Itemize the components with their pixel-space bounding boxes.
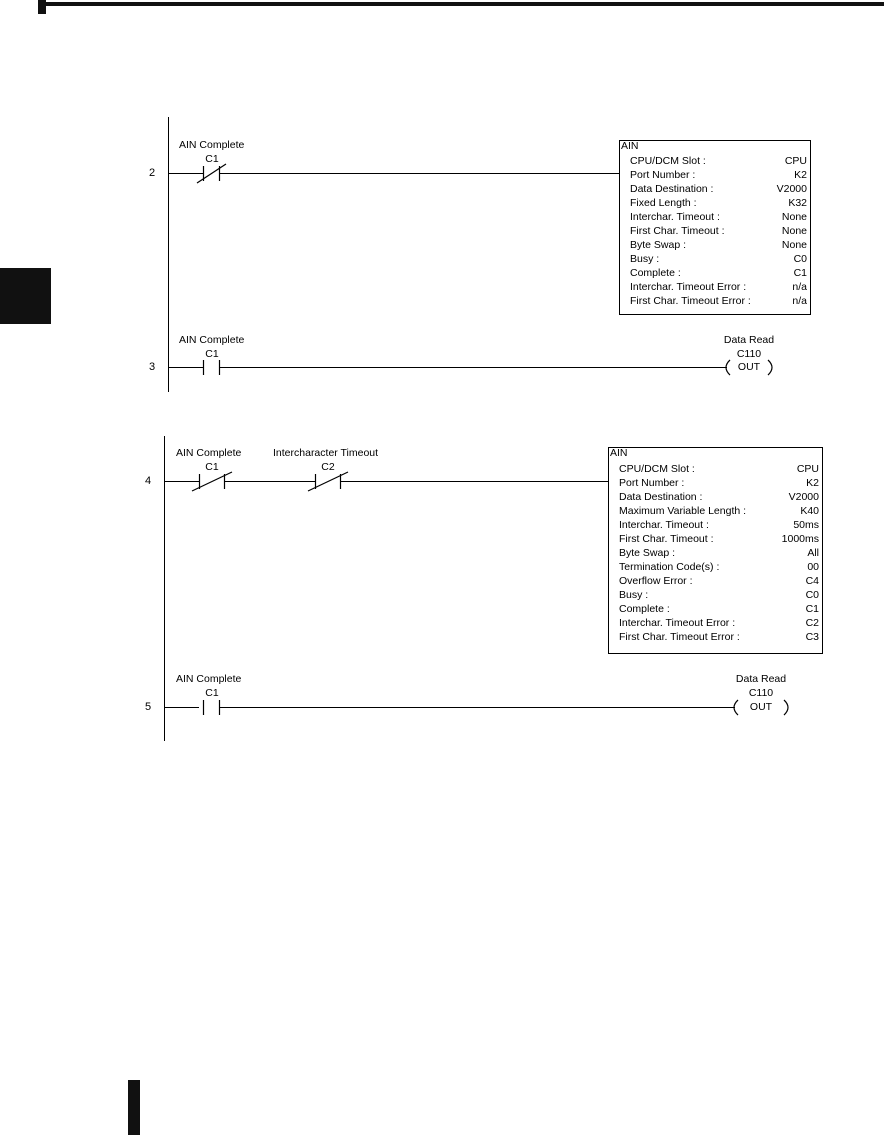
param-key: First Char. Timeout Error : [630,295,751,307]
param-row [609,533,822,547]
param-row [609,561,822,575]
param-key: Data Destination : [619,491,703,503]
param-row [620,267,810,281]
rung-number: 4 [144,475,152,487]
param-key: Fixed Length : [630,197,697,209]
rung-number: 5 [144,701,152,713]
param-value: C1 [793,267,807,279]
contact-label: AIN Complete [176,447,242,459]
param-value: C0 [793,253,807,265]
coil-label: Data Read [723,334,775,346]
param-value: K2 [806,477,819,489]
param-key: Termination Code(s) : [619,561,720,573]
param-row [620,239,810,253]
param-key: CPU/DCM Slot : [630,155,706,167]
contact-no-c1-rung3 [204,360,220,375]
coil-address: C110 [748,687,774,699]
param-row [609,575,822,589]
param-key: Busy : [630,253,660,265]
param-key: Interchar. Timeout : [619,519,709,531]
box-title: AIN [610,447,628,459]
contact-label: AIN Complete [179,334,245,346]
param-row [620,253,810,267]
param-row [620,183,810,197]
param-key: Complete : [619,603,670,615]
param-value: 1000ms [781,533,819,545]
param-row [609,519,822,533]
param-value: K40 [800,505,819,517]
param-row [609,631,822,645]
param-row [620,225,810,239]
contact-address: C1 [205,461,219,473]
param-key: Busy : [619,589,649,601]
param-key: Byte Swap : [619,547,676,559]
param-row [620,211,810,225]
param-value: 00 [807,561,819,573]
param-row [609,463,822,477]
param-value: CPU [796,463,819,475]
contact-address: C2 [321,461,335,473]
contact-no-c1-rung5 [204,700,220,715]
param-value: C2 [805,617,819,629]
param-row [609,603,822,617]
param-value: CPU [784,155,807,167]
param-row [620,155,810,169]
param-row [609,589,822,603]
rung-number: 2 [148,167,156,179]
param-key: First Char. Timeout : [630,225,725,237]
param-row [620,295,810,309]
contact-address: C1 [205,687,219,699]
param-value: None [781,239,807,251]
contact-label: AIN Complete [179,139,245,151]
param-key: CPU/DCM Slot : [619,463,695,475]
ain-instruction-box [608,447,823,654]
param-row [609,491,822,505]
coil-text: OUT [737,361,761,373]
param-key: Interchar. Timeout Error : [630,281,747,293]
param-row [609,547,822,561]
coil-address: C110 [736,348,762,360]
param-value: None [781,211,807,223]
param-value: V2000 [788,491,819,503]
param-key: Byte Swap : [630,239,687,251]
param-row [609,505,822,519]
contact-address: C1 [205,348,219,360]
param-value: K32 [788,197,807,209]
param-value: n/a [792,281,807,293]
param-value: V2000 [776,183,807,195]
param-row [620,197,810,211]
param-row [620,169,810,183]
param-key: Maximum Variable Length : [619,505,747,517]
param-value: n/a [792,295,807,307]
param-value: All [807,547,819,559]
param-value: C1 [805,603,819,615]
coil-text: OUT [749,701,773,713]
param-value: C4 [805,575,819,587]
param-key: Interchar. Timeout Error : [619,617,736,629]
param-key: Port Number : [619,477,685,489]
box-title: AIN [621,140,639,152]
param-value: 50ms [793,519,819,531]
contact-label: Intercharacter Timeout [273,447,379,459]
param-row [609,617,822,631]
param-row [609,477,822,491]
param-value: C0 [805,589,819,601]
param-key: First Char. Timeout Error : [619,631,740,643]
param-key: Complete : [630,267,681,279]
param-value: None [781,225,807,237]
param-row [620,281,810,295]
rung-number: 3 [148,361,156,373]
coil-label: Data Read [735,673,787,685]
contact-address: C1 [205,153,219,165]
param-key: Overflow Error : [619,575,693,587]
param-key: First Char. Timeout : [619,533,714,545]
param-value: C3 [805,631,819,643]
param-value: K2 [794,169,807,181]
param-key: Data Destination : [630,183,714,195]
param-key: Interchar. Timeout : [630,211,720,223]
contact-label: AIN Complete [176,673,242,685]
param-key: Port Number : [630,169,696,181]
ain-instruction-box [619,140,811,315]
